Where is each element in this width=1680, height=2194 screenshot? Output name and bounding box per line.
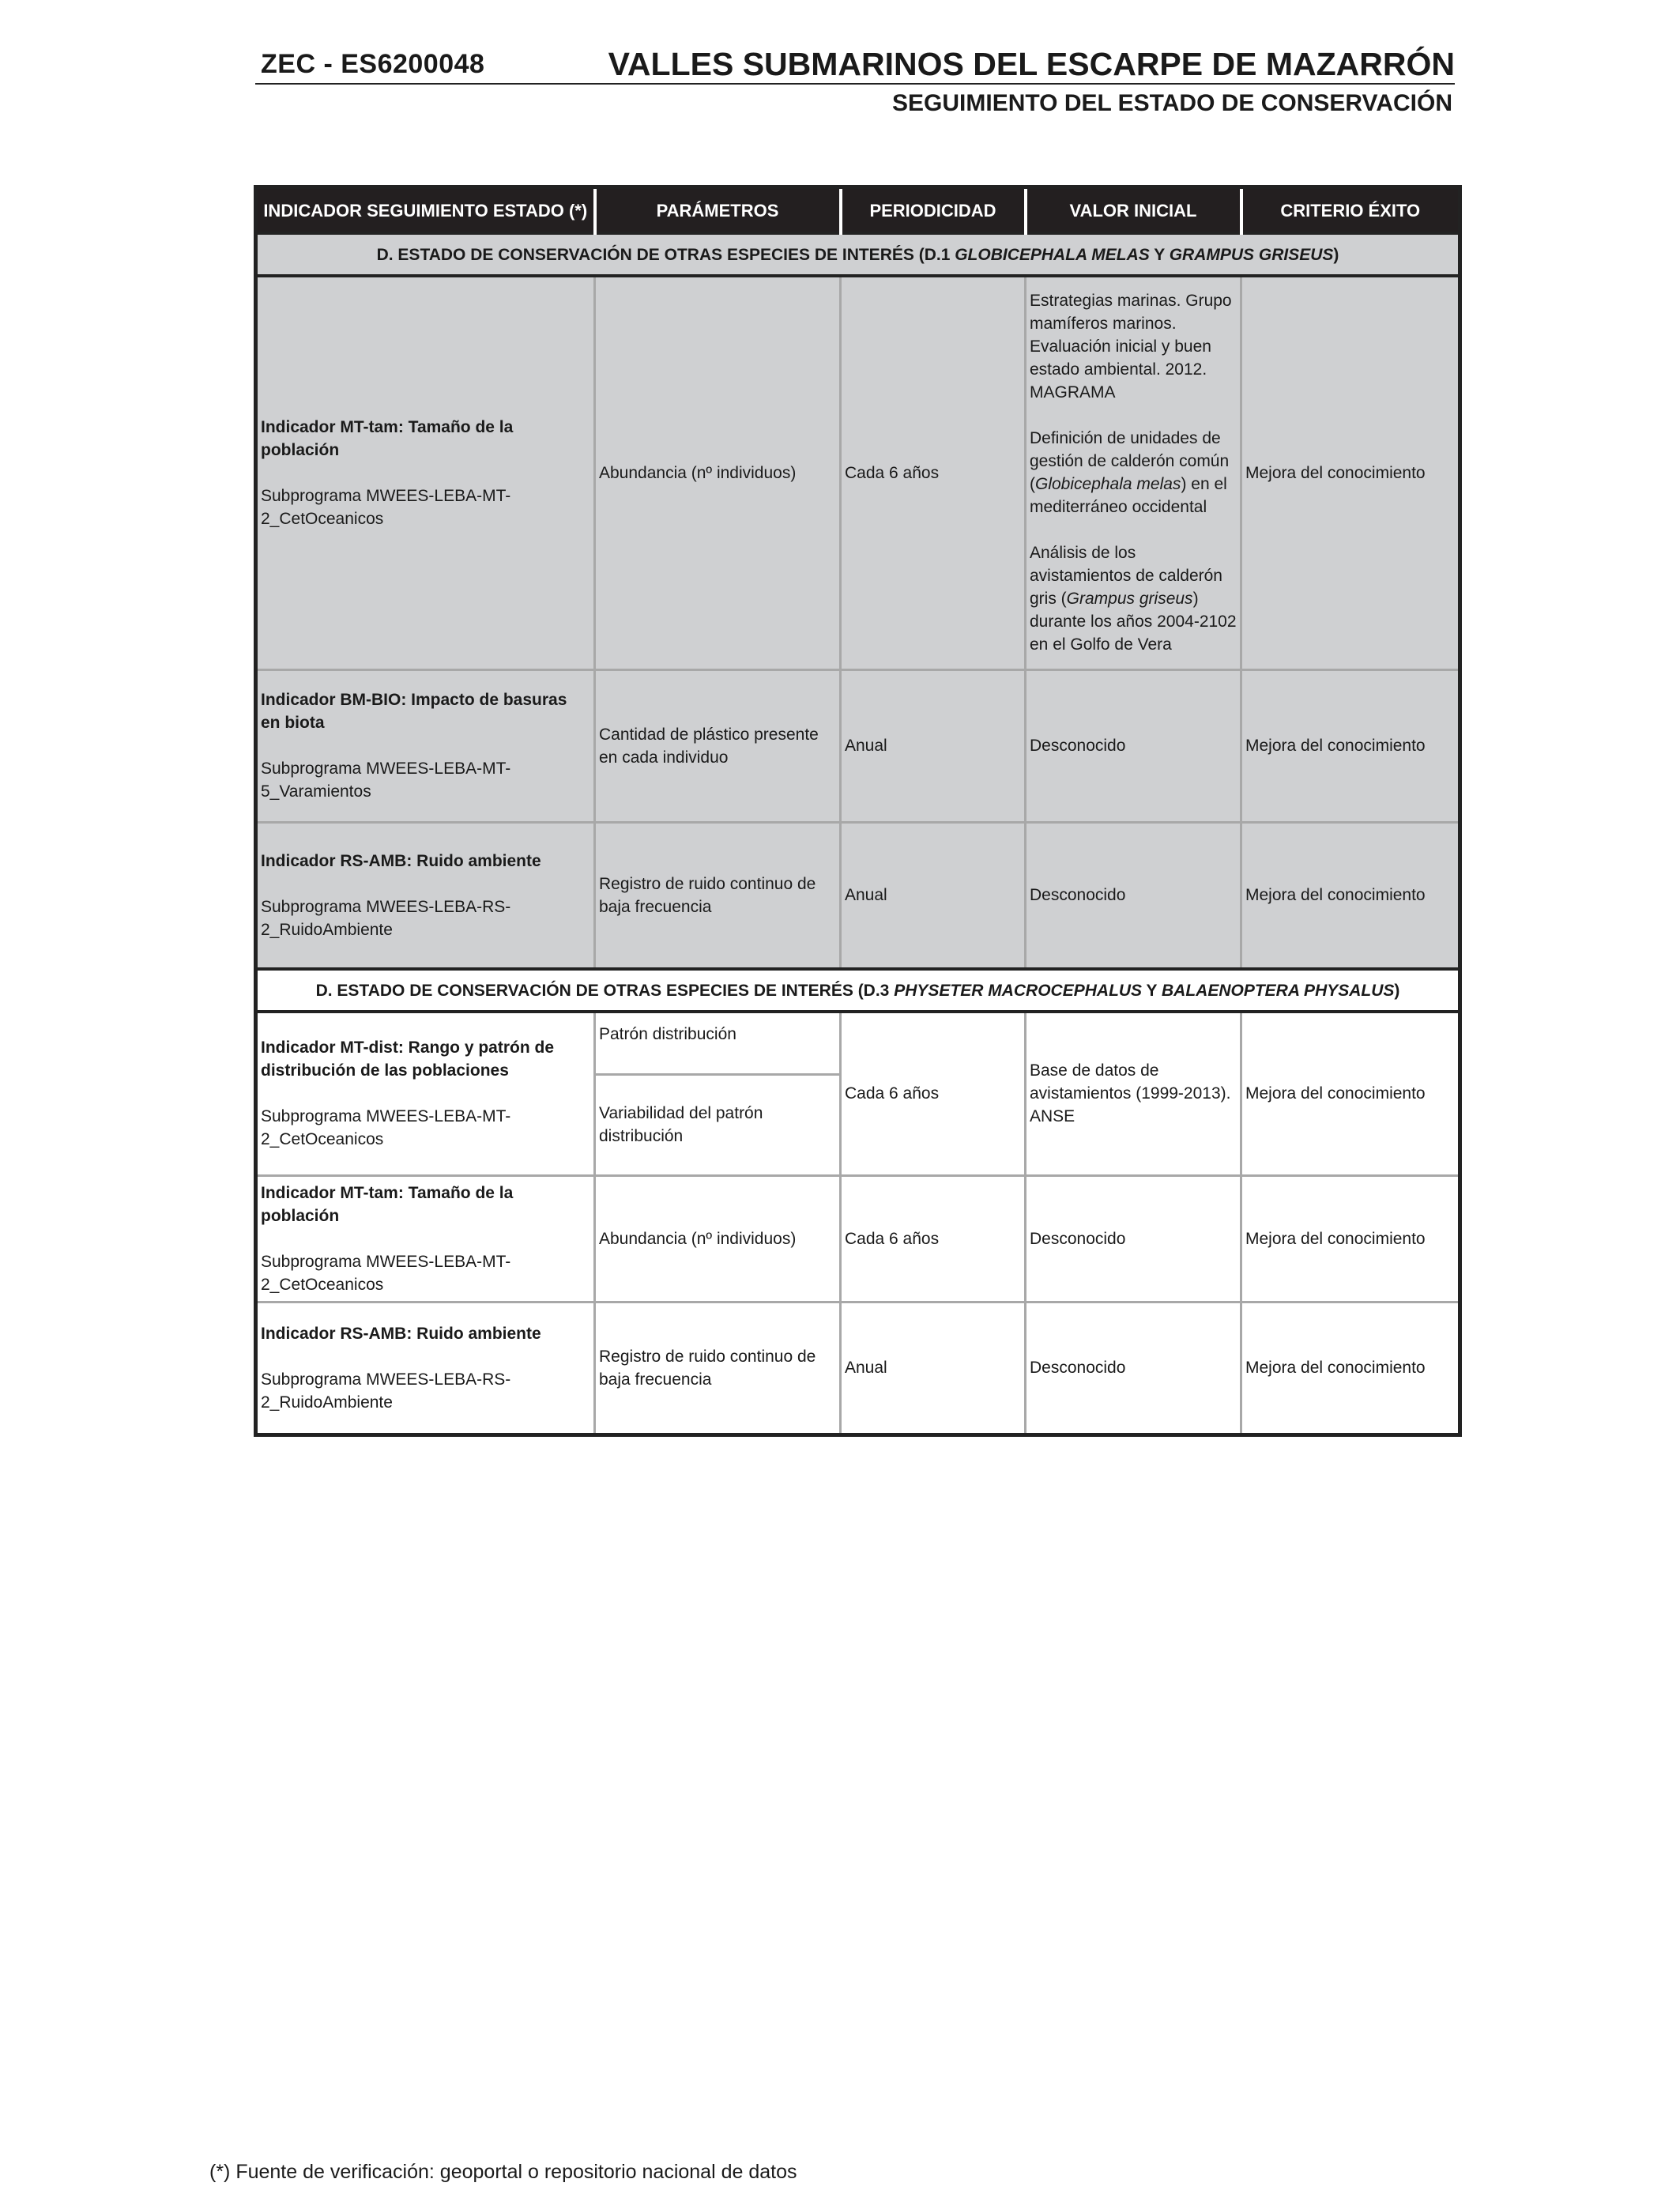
source-reference: Análisis de los avistamientos de calderón gris (Grampus griseus) durante los años 2004-2102 en el Golfo de Vera (1030, 544, 1237, 654)
source-reference: Estrategias marinas. Grupo mamíferos marinos. Evaluación inicial y buen estado ambiental. 2012. MAGRAMA (1030, 292, 1232, 402)
criterion-cell: Mejora del conocimiento (1241, 669, 1460, 822)
indicator-name: Indicador MT-dist: Rango y patrón de distribución de las poblaciones (261, 1039, 555, 1080)
col-header-parameters: PARÁMETROS (595, 187, 841, 234)
periodicity-cell: Cada 6 años (841, 1012, 1026, 1175)
periodicity-cell: Anual (841, 669, 1026, 822)
parameter-cell: Abundancia (nº individuos) (595, 276, 841, 669)
subprogram-name: Subprograma MWEES-LEBA-MT-2_CetOceanicos (261, 486, 511, 528)
parameter-cell: Patrón distribución (595, 1012, 841, 1074)
criterion-cell: Mejora del conocimiento (1241, 276, 1460, 669)
table-row (256, 669, 1460, 822)
indicator-cell (256, 822, 595, 969)
document-title: VALLES SUBMARINOS DEL ESCARPE DE MAZARRÓN (608, 46, 1455, 82)
section-title-d1: D. ESTADO DE CONSERVACIÓN DE OTRAS ESPECIES DE INTERÉS (D.1 GLOBICEPHALA MELAS Y GRAMPUS GRISEUS) (256, 233, 1460, 276)
indicator-name: Indicador MT-tam: Tamaño de la población (261, 417, 514, 459)
subprogram-name: Subprograma MWEES-LEBA-MT-5_Varamientos (261, 760, 511, 801)
parameter-cell: Cantidad de plástico presente en cada individuo (595, 669, 841, 822)
table-row (256, 1012, 1460, 1074)
header-divider (255, 83, 1455, 85)
subprogram-name: Subprograma MWEES-LEBA-RS-2_RuidoAmbiente (261, 897, 511, 939)
criterion-cell: Mejora del conocimiento (1241, 822, 1460, 969)
criterion-cell: Mejora del conocimiento (1241, 1012, 1460, 1175)
col-header-initial-value: VALOR INICIAL (1026, 187, 1241, 234)
initial-value-cell: Desconocido (1026, 1175, 1241, 1302)
table-row (256, 822, 1460, 969)
indicator-name: Indicador RS-AMB: Ruido ambiente (261, 1324, 541, 1343)
section-title-d3: D. ESTADO DE CONSERVACIÓN DE OTRAS ESPECIES DE INTERÉS (D.3 PHYSETER MACROCEPHALUS Y BALAENOPTERA PHYSALUS) (256, 969, 1460, 1012)
initial-value-cell: Desconocido (1026, 669, 1241, 822)
site-code: ZEC - ES6200048 (261, 49, 485, 79)
indicator-cell (256, 1175, 595, 1302)
section-header-row (256, 233, 1460, 276)
indicator-cell (256, 1012, 595, 1175)
table-header-row (256, 187, 1460, 234)
subprogram-name: Subprograma MWEES-LEBA-RS-2_RuidoAmbiente (261, 1370, 511, 1412)
indicator-name: Indicador MT-tam: Tamaño de la población (261, 1183, 514, 1225)
initial-value-cell: Base de datos de avistamientos (1999-2013). ANSE (1026, 1012, 1241, 1175)
periodicity-cell: Cada 6 años (841, 1175, 1026, 1302)
monitoring-table (254, 185, 1462, 1437)
criterion-cell: Mejora del conocimiento (1241, 1302, 1460, 1434)
indicator-cell (256, 276, 595, 669)
section-header-row (256, 969, 1460, 1012)
indicator-cell (256, 669, 595, 822)
parameter-cell: Variabilidad del patrón distribución (595, 1074, 841, 1175)
periodicity-cell: Cada 6 años (841, 276, 1026, 669)
criterion-cell: Mejora del conocimiento (1241, 1175, 1460, 1302)
parameter-cell: Registro de ruido continuo de baja frecuencia (595, 1302, 841, 1434)
table-row (256, 1175, 1460, 1302)
initial-value-cell (1026, 276, 1241, 669)
periodicity-cell: Anual (841, 822, 1026, 969)
indicator-name: Indicador BM-BIO: Impacto de basuras en biota (261, 691, 567, 732)
subprogram-name: Subprograma MWEES-LEBA-MT-2_CetOceanicos (261, 1252, 511, 1294)
initial-value-cell: Desconocido (1026, 1302, 1241, 1434)
periodicity-cell: Anual (841, 1302, 1026, 1434)
col-header-success-criterion: CRITERIO ÉXITO (1241, 187, 1460, 234)
subprogram-name: Subprograma MWEES-LEBA-MT-2_CetOceanicos (261, 1107, 511, 1149)
document-subtitle: SEGUIMIENTO DEL ESTADO DE CONSERVACIÓN (892, 90, 1452, 116)
parameter-cell: Abundancia (nº individuos) (595, 1175, 841, 1302)
indicator-name: Indicador RS-AMB: Ruido ambiente (261, 851, 541, 870)
indicator-cell (256, 1302, 595, 1434)
footnote: (*) Fuente de verificación: geoportal o repositorio nacional de datos (209, 2161, 797, 2183)
parameter-cell: Registro de ruido continuo de baja frecuencia (595, 822, 841, 969)
initial-value-cell: Desconocido (1026, 822, 1241, 969)
table-row (256, 1302, 1460, 1434)
col-header-periodicity: PERIODICIDAD (841, 187, 1026, 234)
source-reference: Definición de unidades de gestión de calderón común (Globicephala melas) en el mediterráneo occidental (1030, 429, 1230, 517)
table-row (256, 276, 1460, 669)
col-header-indicator: INDICADOR SEGUIMIENTO ESTADO (*) (256, 187, 595, 234)
